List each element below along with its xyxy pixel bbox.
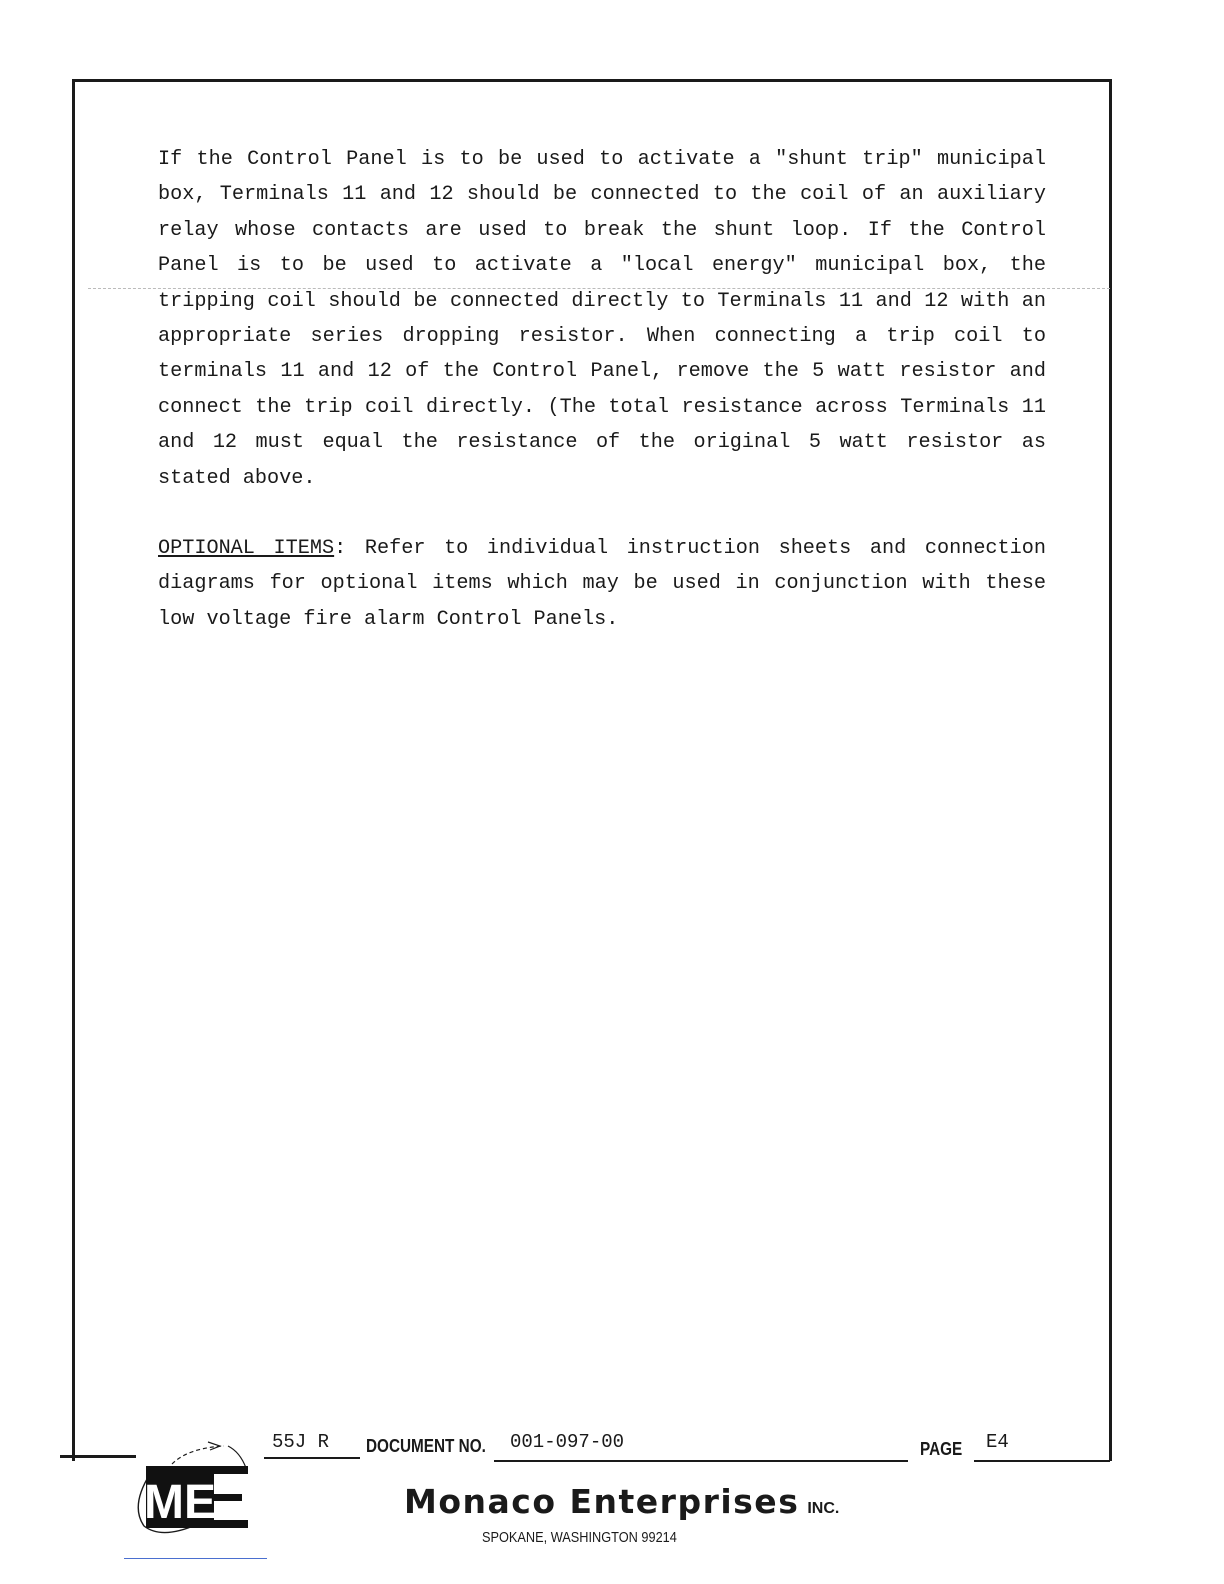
page-label: PAGE <box>920 1439 963 1459</box>
page-number: E4 <box>986 1431 1009 1453</box>
paragraph-shunt-trip: If the Control Panel is to be used to activate a "shunt trip" municipal box, Terminals 11 and 12 should be connected to the coil of an auxiliary relay whose contacts are used to break the shunt loop. If the Control Panel is to be used to activate a "local energy" municipal box, the tripping coil should be connected directly to Terminals 11 and 12 with an appropriate series dropping resistor. When connecting a trip coil to terminals 11 and 12 of the Control Panel, remove the 5 watt resistor and connect the trip coil directly. (The total resistance across Terminals 11 and 12 must equal the resistance of the original 5 watt resistor as stated above. <box>158 148 1046 490</box>
model-rule <box>264 1457 360 1459</box>
scan-blue-line <box>124 1558 267 1559</box>
optional-items-colon: : <box>334 537 347 561</box>
monaco-enterprises-logo <box>128 1440 252 1540</box>
paragraph-optional-items <box>158 531 1046 637</box>
document-number: 001-097-00 <box>510 1431 625 1453</box>
document-number-rule <box>494 1460 908 1462</box>
page-number-rule <box>974 1460 1110 1462</box>
svg-text:ME: ME <box>144 1476 216 1529</box>
frame-bottom-rule <box>60 1455 136 1458</box>
company-suffix: INC. <box>807 1500 840 1517</box>
optional-items-text: Refer to individual instruction sheets and connection diagrams for optional items which may be used in conjunction with these low voltage fire alarm Control Panels. <box>158 537 1046 631</box>
company-city: SPOKANE, WASHINGTON 99214 <box>482 1529 677 1546</box>
optional-items-heading: OPTIONAL ITEMS <box>158 537 335 561</box>
document-number-label: DOCUMENT NO. <box>366 1436 486 1456</box>
company-name: Monaco Enterprises <box>404 1482 800 1521</box>
company-name-block <box>404 1482 839 1521</box>
model-number: 55J R <box>272 1431 330 1453</box>
document-body <box>158 142 1046 637</box>
